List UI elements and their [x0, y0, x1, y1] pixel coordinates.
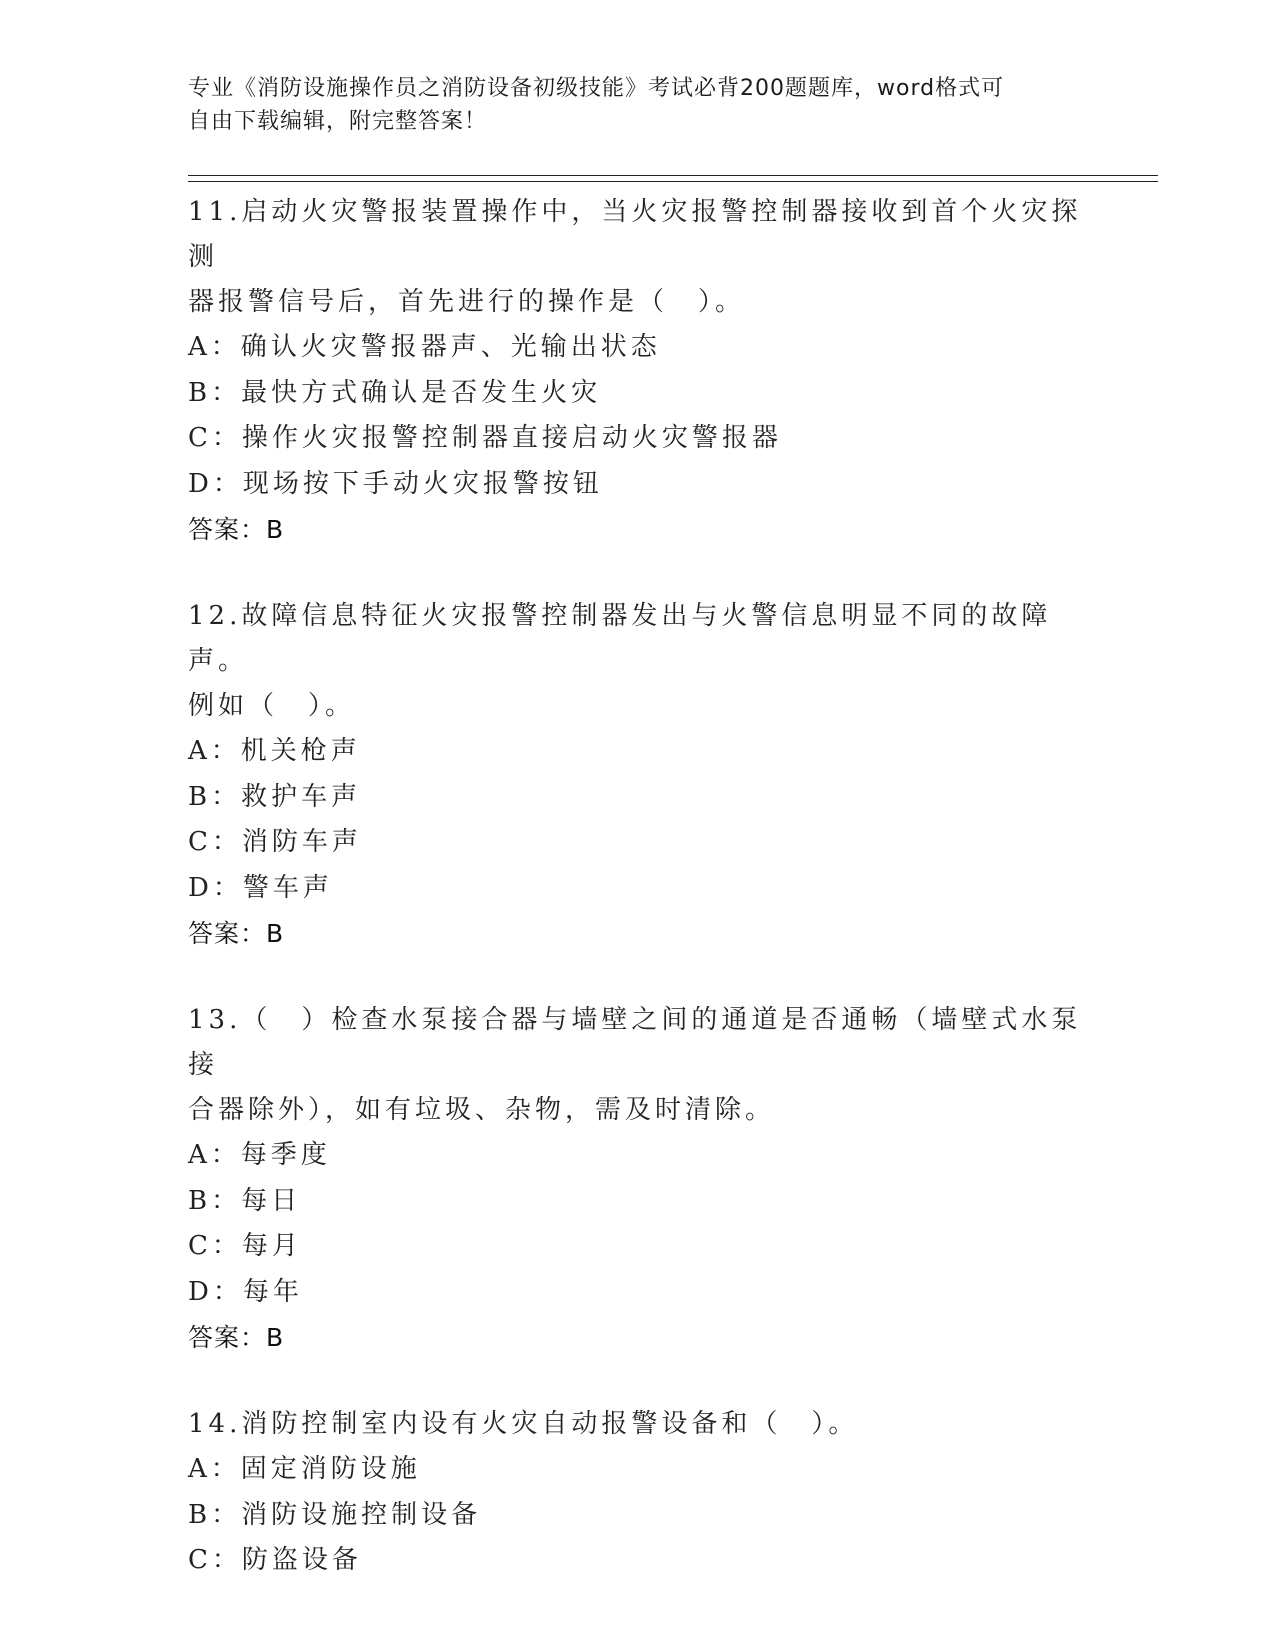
- question-13: [188, 996, 1088, 1360]
- answer: 答案：B: [188, 515, 285, 544]
- document-header: [188, 72, 1068, 138]
- option-b: B：救护车声: [188, 781, 362, 812]
- option-a: A：机关枪声: [188, 736, 361, 766]
- question-stem-line-1: 13.（ ）检查水泵接合器与墙壁之间的通道是否通畅（墙壁式水泵接: [188, 1005, 1082, 1080]
- option-d: D：每年: [188, 1276, 303, 1307]
- question-stem: [188, 996, 1088, 1133]
- option-a: A：每季度: [188, 1140, 331, 1170]
- header-line-2: 自由下载编辑，附完整答案！: [188, 109, 488, 134]
- option-a: A：确认火灾警报器声、光输出状态: [188, 332, 661, 362]
- question-stem-line-2: 合器除外），如有垃圾、杂物，需及时清除。: [188, 1095, 776, 1125]
- option-b: B：消防设施控制设备: [188, 1499, 482, 1530]
- question-spacer: [188, 552, 1088, 592]
- option-a: A：固定消防设施: [188, 1454, 421, 1484]
- question-spacer: [188, 956, 1088, 996]
- question-stem-line-2: 器报警信号后，首先进行的操作是（ ）。: [188, 287, 746, 317]
- question-12: [188, 592, 1088, 956]
- question-14: [188, 1400, 1088, 1584]
- question-stem: [188, 592, 1088, 729]
- answer: 答案：B: [188, 1323, 285, 1352]
- question-stem-line-1: 14.消防控制室内设有火灾自动报警设备和（ ）。: [188, 1409, 859, 1439]
- answer: 答案：B: [188, 919, 285, 948]
- question-stem-line-1: 12.故障信息特征火灾报警控制器发出与火警信息明显不同的故障声。: [188, 601, 1052, 676]
- option-c: C：操作火灾报警控制器直接启动火灾警报器: [188, 423, 782, 453]
- header-divider-bottom: [188, 181, 1158, 182]
- header-divider-top: [188, 175, 1158, 176]
- question-11: [188, 188, 1088, 552]
- option-b: B：最快方式确认是否发生火灾: [188, 377, 602, 408]
- option-d: D：警车声: [188, 872, 333, 903]
- option-b: B：每日: [188, 1185, 302, 1216]
- option-c: C：消防车声: [188, 827, 362, 857]
- header-line-1: 专业《消防设施操作员之消防设备初级技能》考试必背200题题库，word格式可: [188, 76, 1005, 101]
- question-list: [188, 188, 1088, 1584]
- option-c: C：每月: [188, 1231, 302, 1261]
- question-stem-line-1: 11.启动火灾警报装置操作中，当火灾报警控制器接收到首个火灾探测: [188, 197, 1082, 272]
- option-d: D：现场按下手动火灾报警按钮: [188, 468, 603, 499]
- question-stem: [188, 1400, 1088, 1447]
- option-c: C：防盗设备: [188, 1545, 362, 1575]
- question-stem-line-2: 例如（ ）。: [188, 691, 356, 721]
- question-stem: [188, 188, 1088, 325]
- question-spacer: [188, 1360, 1088, 1400]
